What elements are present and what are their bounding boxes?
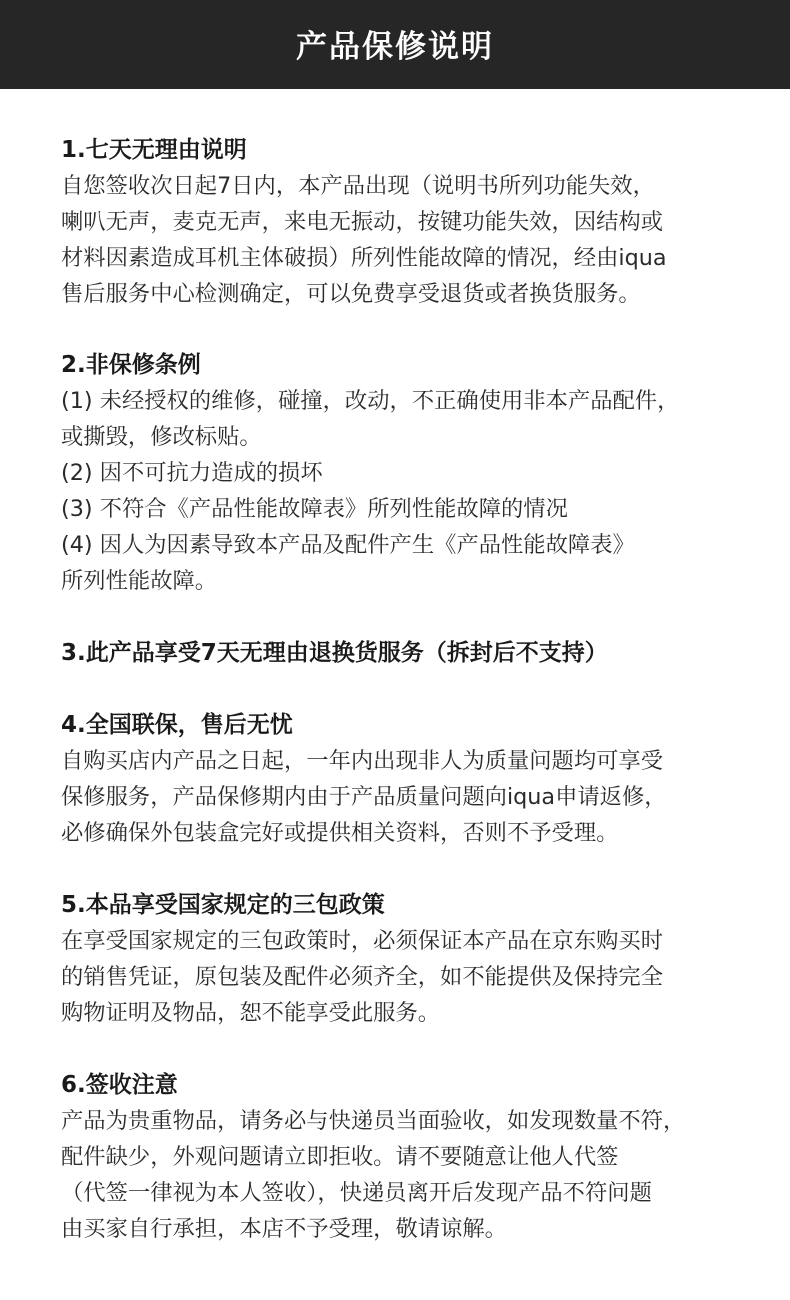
- section-text-line: 材料因素造成耳机主体破损）所列性能故障的情况，经由iqua: [61, 245, 667, 271]
- section-seven-day-return: [61, 132, 751, 312]
- section-text-line: 售后服务中心检测确定，可以免费享受退货或者换货服务。: [61, 281, 641, 307]
- section-non-warranty-terms: [61, 347, 751, 599]
- section-text-line: 的销售凭证，原包装及配件必须齐全，如不能提供及保持完全: [61, 964, 664, 990]
- warranty-content: [0, 89, 790, 1300]
- section-text-line: 由买家自行承担，本店不予受理，敬请谅解。: [61, 1216, 507, 1242]
- section-text-line: 自购买店内产品之日起，一年内出现非人为质量问题均可享受: [61, 748, 664, 774]
- section-heading: 6.签收注意: [61, 1072, 178, 1098]
- section-text-line: （代签一律视为本人签收），快递员离开后发现产品不符问题: [61, 1180, 652, 1206]
- section-three-guarantees: [61, 887, 751, 1031]
- section-text-line: (3) 不符合《产品性能故障表》所列性能故障的情况: [61, 496, 568, 522]
- section-heading: 3.此产品享受7天无理由退换货服务（拆封后不支持）: [61, 640, 608, 666]
- section-text-line: 必修确保外包装盒完好或提供相关资料，否则不予受理。: [61, 820, 619, 846]
- section-text-line: (2) 因不可抗力造成的损坏: [61, 460, 323, 486]
- section-text-line: 自您签收次日起7日内，本产品出现（说明书所列功能失效，: [61, 173, 655, 199]
- section-heading: 4.全国联保，售后无忧: [61, 712, 293, 738]
- section-text-line: 所列性能故障。: [61, 568, 218, 594]
- section-text-line: 在享受国家规定的三包政策时，必须保证本产品在京东购买时: [61, 928, 664, 954]
- section-text-line: 产品为贵重物品，请务必与快递员当面验收，如发现数量不符，: [61, 1108, 686, 1134]
- section-text-line: (4) 因人为因素导致本产品及配件产生《产品性能故障表》: [61, 532, 635, 558]
- section-delivery-notice: [61, 1067, 751, 1247]
- section-text-line: (1) 未经授权的维修，碰撞，改动，不正确使用非本产品配件，: [61, 388, 680, 414]
- section-text-line: 购物证明及物品，恕不能享受此服务。: [61, 1000, 441, 1026]
- section-text-line: 配件缺少，外观问题请立即拒收。请不要随意让他人代签: [61, 1144, 619, 1170]
- section-return-policy: [61, 635, 751, 671]
- page-title: 产品保修说明: [296, 29, 494, 65]
- section-text-line: 保修服务，产品保修期内由于产品质量问题向iqua申请返修，: [61, 784, 667, 810]
- section-heading: 5.本品享受国家规定的三包政策: [61, 892, 385, 918]
- section-heading: 1.七天无理由说明: [61, 137, 247, 163]
- section-heading: 2.非保修条例: [61, 352, 201, 378]
- section-text-line: 喇叭无声，麦克无声，来电无振动，按键功能失效，因结构或: [61, 209, 664, 235]
- page-header: [0, 0, 790, 89]
- section-national-warranty: [61, 707, 751, 851]
- section-text-line: 或撕毁，修改标贴。: [61, 424, 262, 450]
